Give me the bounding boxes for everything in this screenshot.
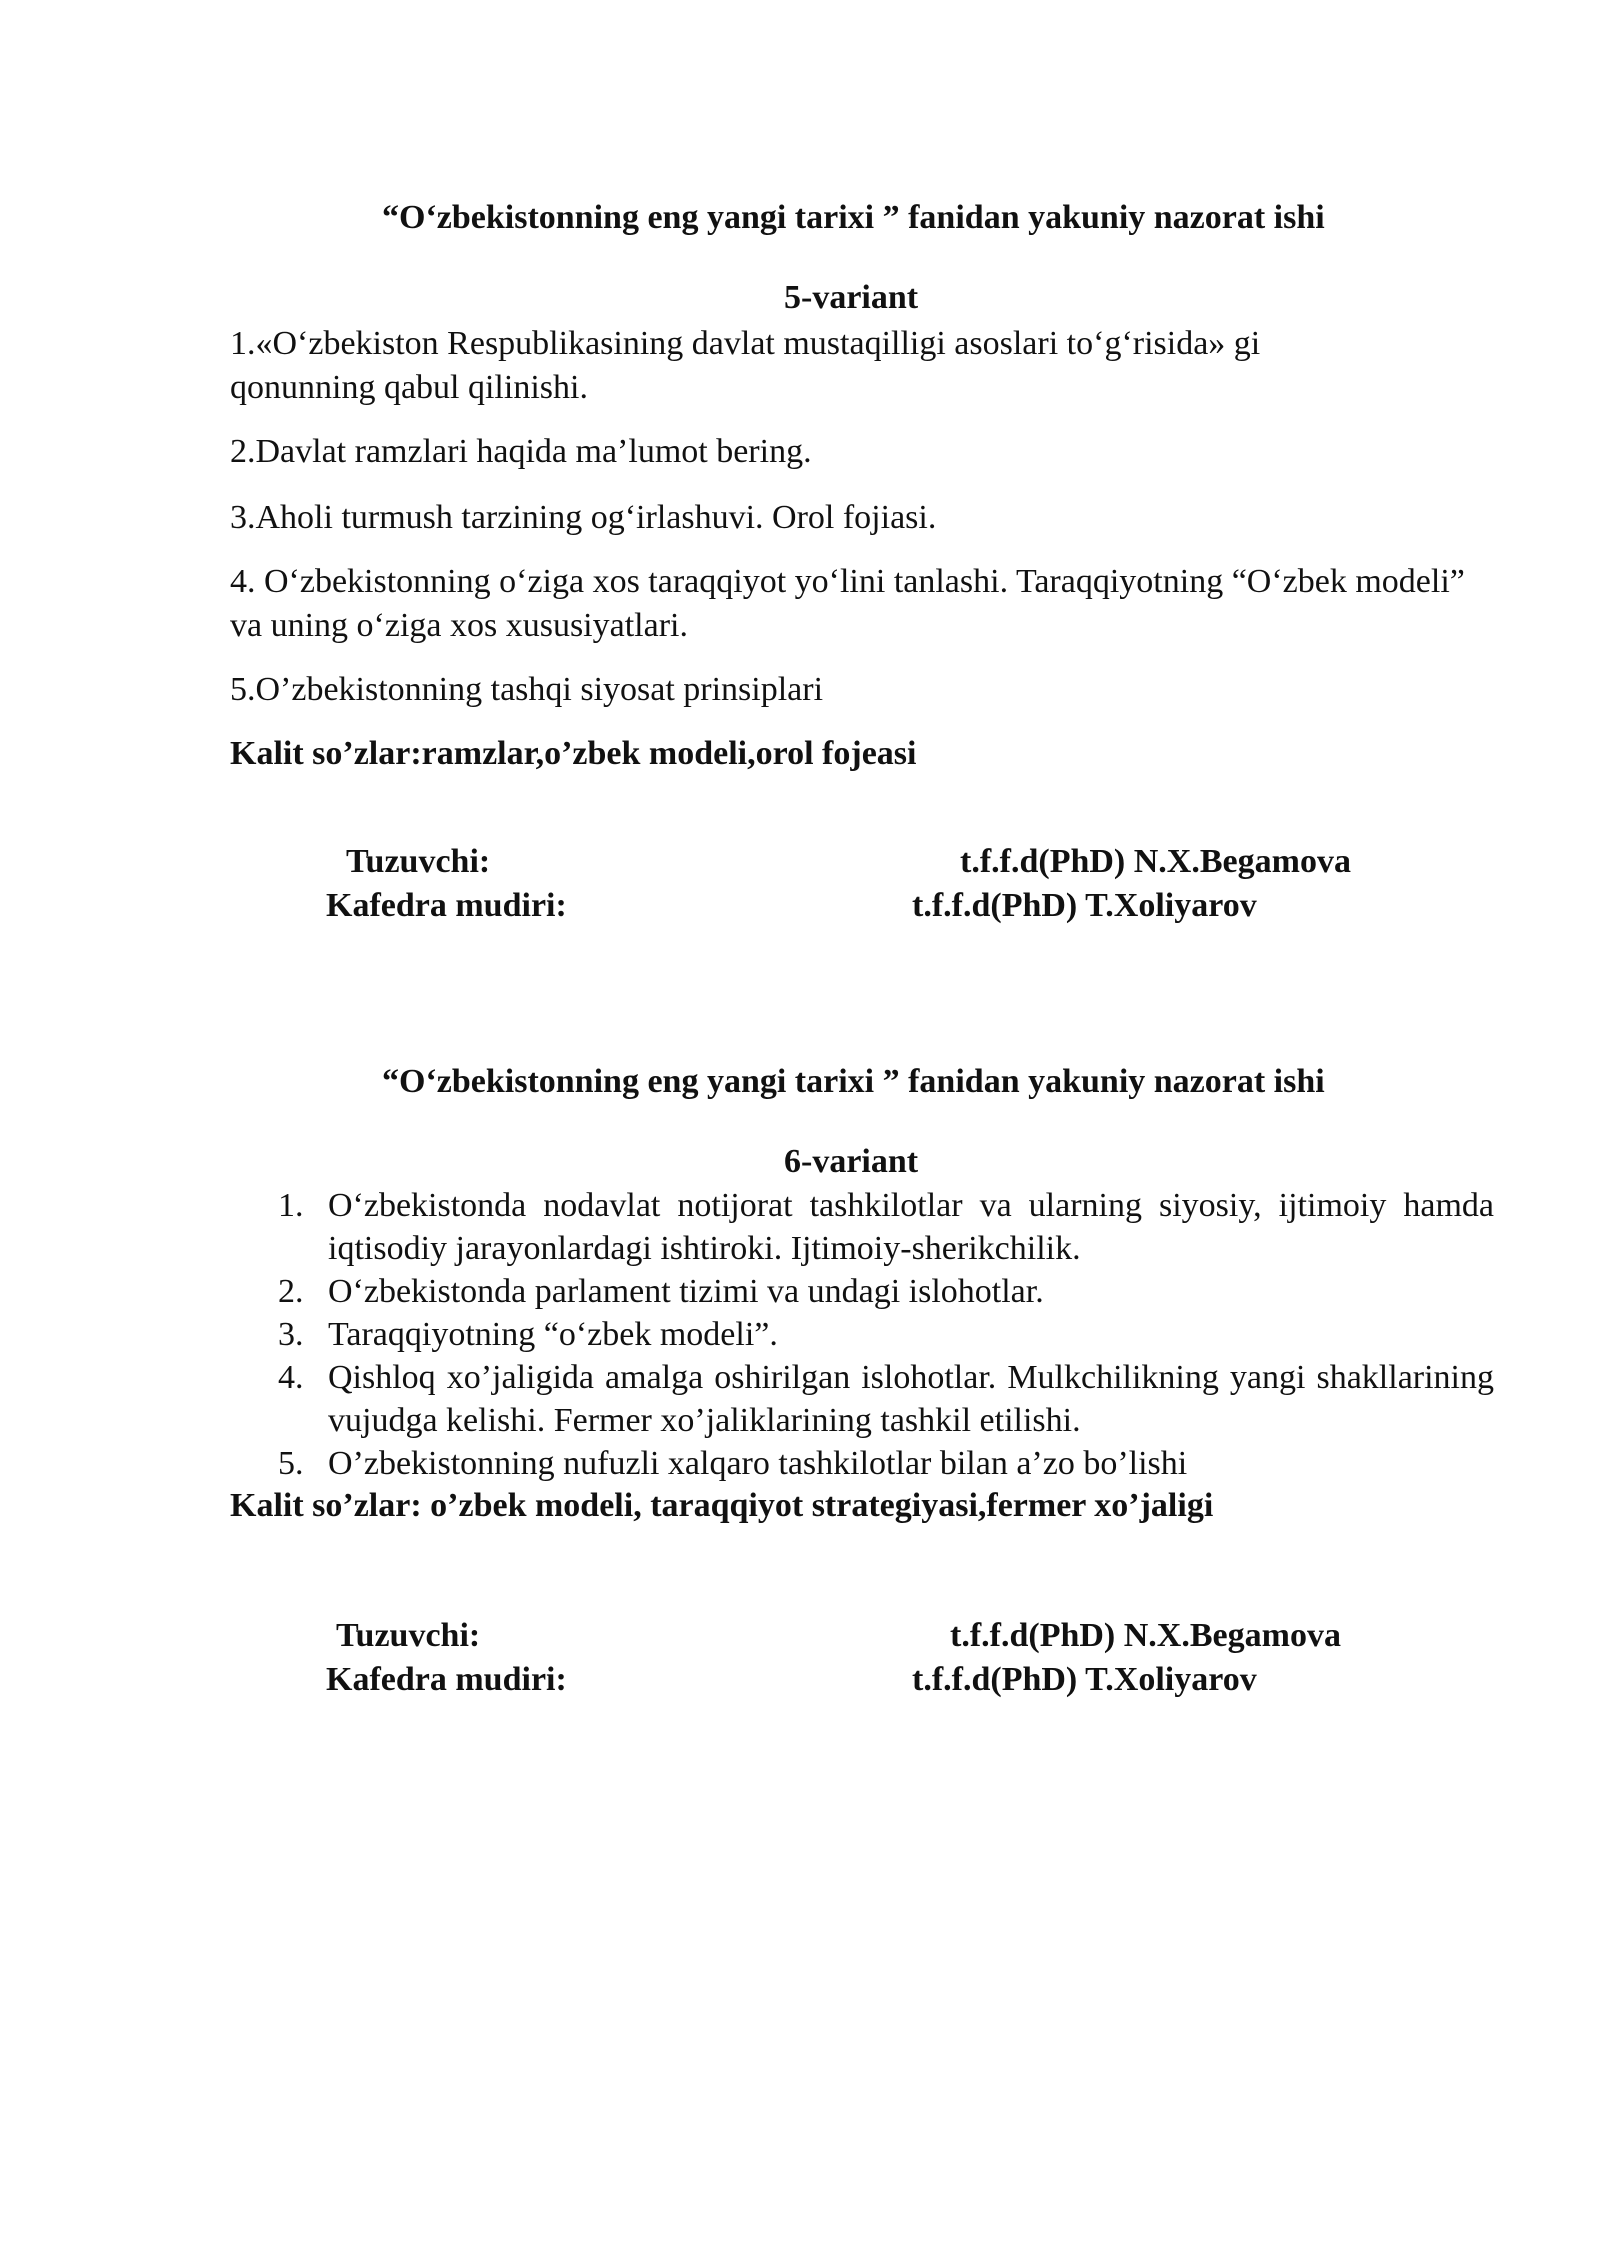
list-item: 1. O‘zbekistonda nodavlat notijorat tashkilotlar va ularning siyosiy, ijtimoiy hamda iqtisodiy jarayonlardagi ishtiroki. Ijtimoiy-sherikchilik. (278, 1187, 1494, 1267)
keywords: Kalit so’zlar: o’zbek modeli, taraqqiyot strategiyasi,fermer xo’jaligi (230, 1487, 1214, 1524)
question-1: 1.«O‘zbekiston Respublikasining davlat mustaqilligi asoslari to‘g‘risida» gi qonunning qabul qilinishi. (230, 325, 1261, 406)
list-item: 2. O‘zbekistonda parlament tizimi va undagi islohotlar. (278, 1273, 1044, 1310)
list-item: 4. Qishloq xo’jaligida amalga oshirilgan islohotlar. Mulkchilikning yangi shakllarining vujudga kelishi. Fermer xo’jaliklarining tashkil etilishi. (278, 1359, 1494, 1439)
question-2: 2.Davlat ramzlari haqida ma’lumot bering. (230, 433, 812, 470)
section-title: “O‘zbekistonning eng yangi tarixi ” fanidan yakuniy nazorat ishi (382, 199, 1325, 236)
compiler-name: t.f.f.d(PhD) N.X.Begamova (960, 843, 1351, 880)
head-label: Kafedra mudiri: (326, 887, 567, 924)
list-item: 3. Taraqqiyotning “o‘zbek modeli”. (278, 1316, 778, 1353)
section-title: “O‘zbekistonning eng yangi tarixi ” fanidan yakuniy nazorat ishi (382, 1063, 1325, 1100)
keywords: Kalit so’zlar:ramzlar,o’zbek modeli,orol fojeasi (230, 735, 917, 772)
question-5: 5.O’zbekistonning tashqi siyosat prinsiplari (230, 671, 824, 708)
variant-label: 5-variant (784, 279, 919, 316)
question-4: 4. O‘zbekistonning o‘ziga xos taraqqiyot yo‘lini tanlashi. Taraqqiyotning “O‘zbek modeli” va uning o‘ziga xos xususiyatlari. (230, 563, 1465, 644)
question-3: 3.Aholi turmush tarzining og‘irlashuvi. Orol fojiasi. (230, 499, 937, 536)
compiler-label: Tuzuvchi: (346, 843, 491, 880)
list-item: 5. O’zbekistonning nufuzli xalqaro tashkilotlar bilan a’zo bo’lishi (278, 1445, 1188, 1482)
question-list (230, 1184, 1494, 1485)
compiler-label: Tuzuvchi: (336, 1617, 481, 1654)
head-name: t.f.f.d(PhD) T.Xoliyarov (912, 887, 1257, 924)
compiler-name: t.f.f.d(PhD) N.X.Begamova (950, 1617, 1341, 1654)
variant-label: 6-variant (784, 1143, 919, 1180)
head-label: Kafedra mudiri: (326, 1661, 567, 1698)
head-name: t.f.f.d(PhD) T.Xoliyarov (912, 1661, 1257, 1698)
